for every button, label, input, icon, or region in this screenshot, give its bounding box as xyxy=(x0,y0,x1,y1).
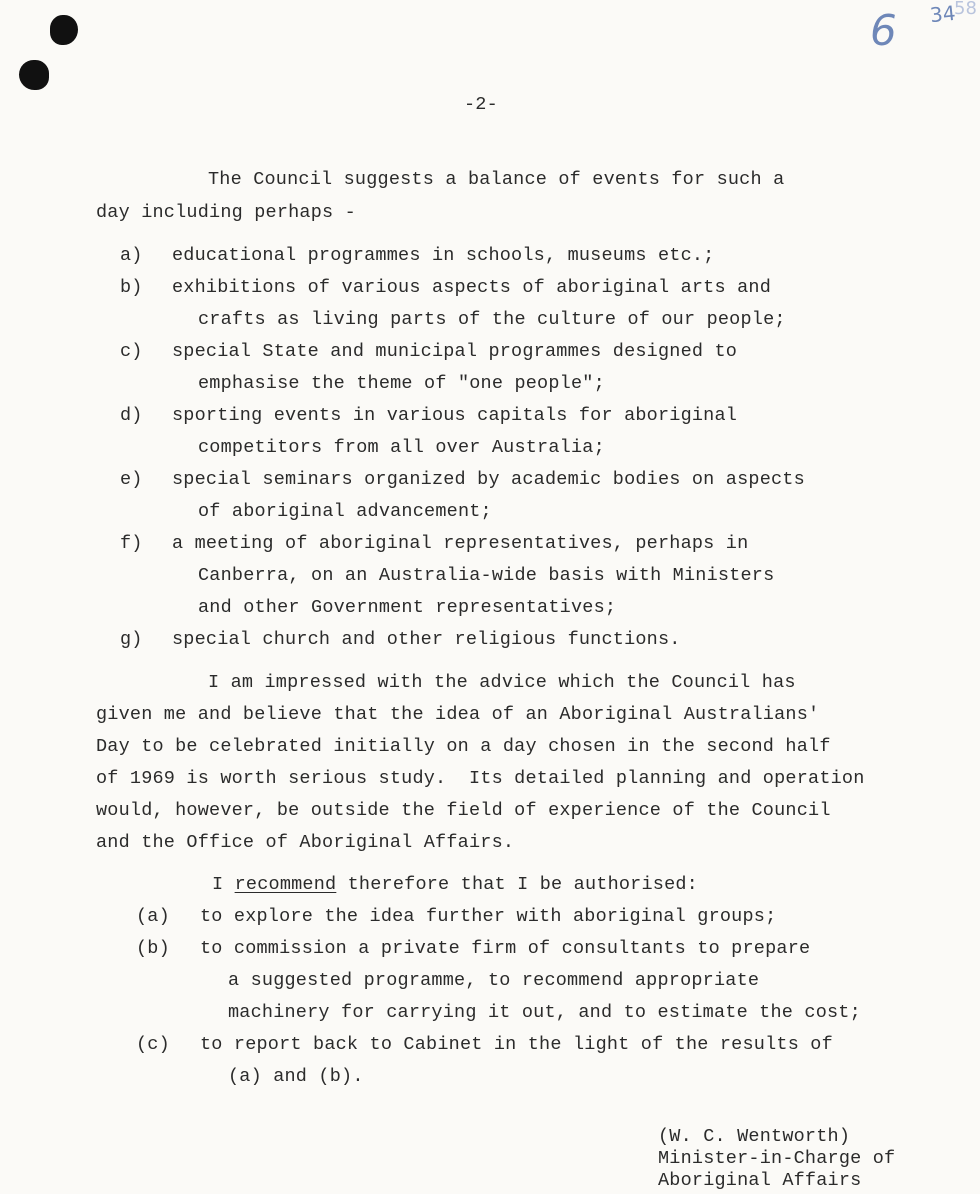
folio-fraction: 34 xyxy=(928,0,957,28)
recommend-underlined: recommend xyxy=(234,874,337,895)
list-item-text: special seminars organized by academic bodies on aspects xyxy=(172,469,805,490)
list-item-text: special church and other religious functions. xyxy=(172,629,681,650)
paragraph2-line: given me and believe that the idea of an Aboriginal Australians' xyxy=(96,704,820,725)
list-item-text: and other Government representatives; xyxy=(198,597,617,618)
punch-hole-top xyxy=(50,15,78,45)
paragraph2-line: and the Office of Aboriginal Affairs. xyxy=(96,832,515,853)
paragraph2-line: would, however, be outside the field of experience of the Council xyxy=(96,800,831,821)
list-item-label: d) xyxy=(120,405,143,426)
paragraph1-line1: The Council suggests a balance of events for such a xyxy=(208,169,785,190)
list-item-text: a meeting of aboriginal representatives, perhaps in xyxy=(172,533,749,554)
list-item-text: to commission a private firm of consultants to prepare xyxy=(200,938,811,959)
list-item-text: crafts as living parts of the culture of our people; xyxy=(198,309,786,330)
list-item-text: sporting events in various capitals for aboriginal xyxy=(172,405,738,426)
list-item-text: competitors from all over Australia; xyxy=(198,437,605,458)
list-item-text: to explore the idea further with aboriginal groups; xyxy=(200,906,777,927)
list-item-text: educational programmes in schools, museums etc.; xyxy=(172,245,715,266)
list-item-label: g) xyxy=(120,629,143,650)
list-item-label: a) xyxy=(120,245,143,266)
recommend-suffix: therefore that I be authorised: xyxy=(336,874,698,895)
list-item-label: c) xyxy=(120,341,143,362)
paragraph2-line: I am impressed with the advice which the Council has xyxy=(208,672,796,693)
list-item-text: of aboriginal advancement; xyxy=(198,501,492,522)
list-item-text: emphasise the theme of "one people"; xyxy=(198,373,605,394)
signature-name: (W. C. Wentworth) xyxy=(658,1126,851,1147)
list-item-label: (b) xyxy=(136,938,170,959)
list-item-text: (a) and (b). xyxy=(228,1066,364,1087)
list-item-text: machinery for carrying it out, and to estimate the cost; xyxy=(228,1002,861,1023)
list-item-label: b) xyxy=(120,277,143,298)
folio-number: 6 xyxy=(870,6,897,55)
signature-title-line2: Aboriginal Affairs xyxy=(658,1170,862,1191)
handwritten-folio-number xyxy=(868,0,980,60)
folio-extra: 58 xyxy=(954,0,977,19)
signature-title-line1: Minister-in-Charge of xyxy=(658,1148,896,1169)
paragraph2-line: of 1969 is worth serious study. Its detailed planning and operation xyxy=(96,768,865,789)
list-item-label: (c) xyxy=(136,1034,170,1055)
list-item-text: to report back to Cabinet in the light of the results of xyxy=(200,1034,833,1055)
paragraph2-line: Day to be celebrated initially on a day chosen in the second half xyxy=(96,736,831,757)
recommend-prefix: I xyxy=(212,874,235,895)
recommendation-intro xyxy=(212,874,698,895)
list-item-label: f) xyxy=(120,533,143,554)
list-item-text: exhibitions of various aspects of aboriginal arts and xyxy=(172,277,771,298)
list-item-label: (a) xyxy=(136,906,170,927)
list-item-text: special State and municipal programmes designed to xyxy=(172,341,738,362)
punch-hole-bottom xyxy=(19,60,49,90)
list-item-text: a suggested programme, to recommend appropriate xyxy=(228,970,760,991)
list-item-text: Canberra, on an Australia-wide basis with Ministers xyxy=(198,565,775,586)
list-item-label: e) xyxy=(120,469,143,490)
page-number: -2- xyxy=(464,94,498,115)
paragraph1-line2: day including perhaps - xyxy=(96,202,356,223)
